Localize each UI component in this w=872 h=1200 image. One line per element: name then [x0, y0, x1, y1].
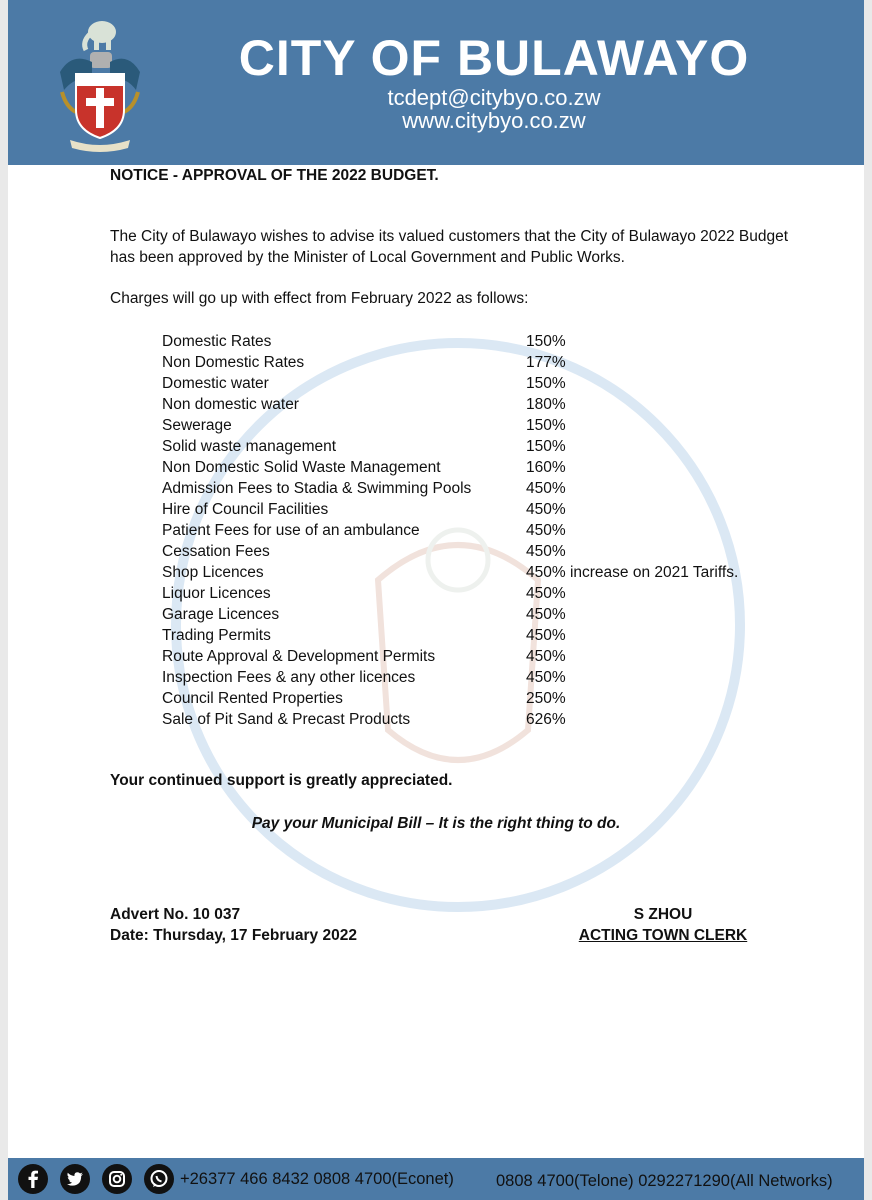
- charge-increase: 180%: [526, 396, 566, 413]
- effect-statement: Charges will go up with effect from February 2022 as follows:: [110, 290, 529, 307]
- charge-row: [162, 646, 802, 667]
- charge-name: Garage Licences: [162, 606, 280, 623]
- notice-title: NOTICE - APPROVAL OF THE 2022 BUDGET.: [110, 167, 439, 184]
- charge-name: Shop Licences: [162, 564, 264, 581]
- charge-row: [162, 562, 802, 583]
- charge-increase: 150%: [526, 438, 566, 455]
- charge-name: Council Rented Properties: [162, 690, 343, 707]
- charge-increase: 450%: [526, 669, 566, 686]
- footer-banner: [8, 1158, 864, 1200]
- charge-increase: 450%: [526, 501, 566, 518]
- charge-row: [162, 478, 802, 499]
- charge-name: Sale of Pit Sand & Precast Products: [162, 711, 411, 728]
- signatory-name: S ZHOU: [633, 906, 693, 923]
- charge-increase: 450%: [526, 480, 566, 497]
- charge-name: Sewerage: [162, 417, 232, 434]
- charge-increase: 450% increase on 2021 Tariffs.: [526, 564, 739, 581]
- charge-increase: 450%: [526, 606, 566, 623]
- charge-increase: 450%: [526, 543, 566, 560]
- charge-row: [162, 541, 802, 562]
- charge-name: Domestic Rates: [162, 333, 272, 350]
- charge-increase: 150%: [526, 417, 566, 434]
- city-title: CITY OF BULAWAYO: [238, 30, 750, 86]
- charge-row: [162, 688, 802, 709]
- header-banner: [8, 0, 864, 165]
- charge-row: [162, 499, 802, 520]
- charge-increase: 450%: [526, 648, 566, 665]
- intro-paragraph: The City of Bulawayo wishes to advise its valued customers that the City of Bulawayo 2022 Budget has been approved by the Minister of Local Government and Public Works.: [110, 228, 789, 266]
- charge-increase: 177%: [526, 354, 566, 371]
- charge-increase: 150%: [526, 375, 566, 392]
- contact-website: www.citybyo.co.zw: [402, 108, 586, 133]
- charge-row: [162, 625, 802, 646]
- charge-row: [162, 352, 802, 373]
- charge-row: [162, 331, 802, 352]
- notice-page: [8, 0, 864, 1200]
- charge-row: [162, 373, 802, 394]
- charge-increase: 150%: [526, 333, 566, 350]
- twitter-icon[interactable]: [60, 1164, 90, 1194]
- charge-name: Trading Permits: [162, 627, 271, 644]
- slogan: Pay your Municipal Bill – It is the right thing to do.: [251, 815, 621, 832]
- charge-increase: 450%: [526, 522, 566, 539]
- charge-increase: 450%: [526, 627, 566, 644]
- charge-name: Hire of Council Facilities: [162, 501, 329, 518]
- charge-name: Admission Fees to Stadia & Swimming Pools: [162, 480, 472, 497]
- coat-of-arms-icon: [52, 12, 148, 152]
- charge-row: [162, 457, 802, 478]
- charge-name: Non Domestic Solid Waste Management: [162, 459, 441, 476]
- support-message: Your continued support is greatly appreciated.: [110, 772, 453, 789]
- charge-name: Cessation Fees: [162, 543, 270, 560]
- charge-row: [162, 436, 802, 457]
- charge-name: Domestic water: [162, 375, 269, 392]
- charge-increase: 160%: [526, 459, 566, 476]
- charge-name: Solid waste management: [162, 438, 337, 455]
- charge-name: Liquor Licences: [162, 585, 271, 602]
- charges-list: [162, 331, 802, 730]
- advert-number: Advert No. 10 037: [110, 906, 241, 923]
- charge-name: Patient Fees for use of an ambulance: [162, 522, 420, 539]
- charge-row: [162, 667, 802, 688]
- advert-info: [110, 904, 357, 946]
- charge-row: [162, 394, 802, 415]
- charge-row: [162, 709, 802, 730]
- whatsapp-icon[interactable]: [144, 1164, 174, 1194]
- signature-block: [568, 904, 758, 946]
- instagram-icon[interactable]: [102, 1164, 132, 1194]
- charge-row: [162, 415, 802, 436]
- signatory-title: ACTING TOWN CLERK: [578, 927, 748, 944]
- charge-name: Non domestic water: [162, 396, 299, 413]
- charge-name: Non Domestic Rates: [162, 354, 305, 371]
- charge-increase: 450%: [526, 585, 566, 602]
- charge-row: [162, 583, 802, 604]
- advert-date: Date: Thursday, 17 February 2022: [110, 927, 357, 944]
- charge-increase: 626%: [526, 711, 566, 728]
- facebook-icon[interactable]: [18, 1164, 48, 1194]
- contact-email: tcdept@citybyo.co.zw: [387, 85, 601, 110]
- charge-increase: 250%: [526, 690, 566, 707]
- other-phones: 0808 4700(Telone) 0292271290(All Networks): [496, 1172, 833, 1190]
- charge-row: [162, 520, 802, 541]
- charge-row: [162, 604, 802, 625]
- charge-name: Inspection Fees & any other licences: [162, 669, 416, 686]
- charge-name: Route Approval & Development Permits: [162, 648, 436, 665]
- econet-phone: +26377 466 8432 0808 4700(Econet): [180, 1170, 454, 1188]
